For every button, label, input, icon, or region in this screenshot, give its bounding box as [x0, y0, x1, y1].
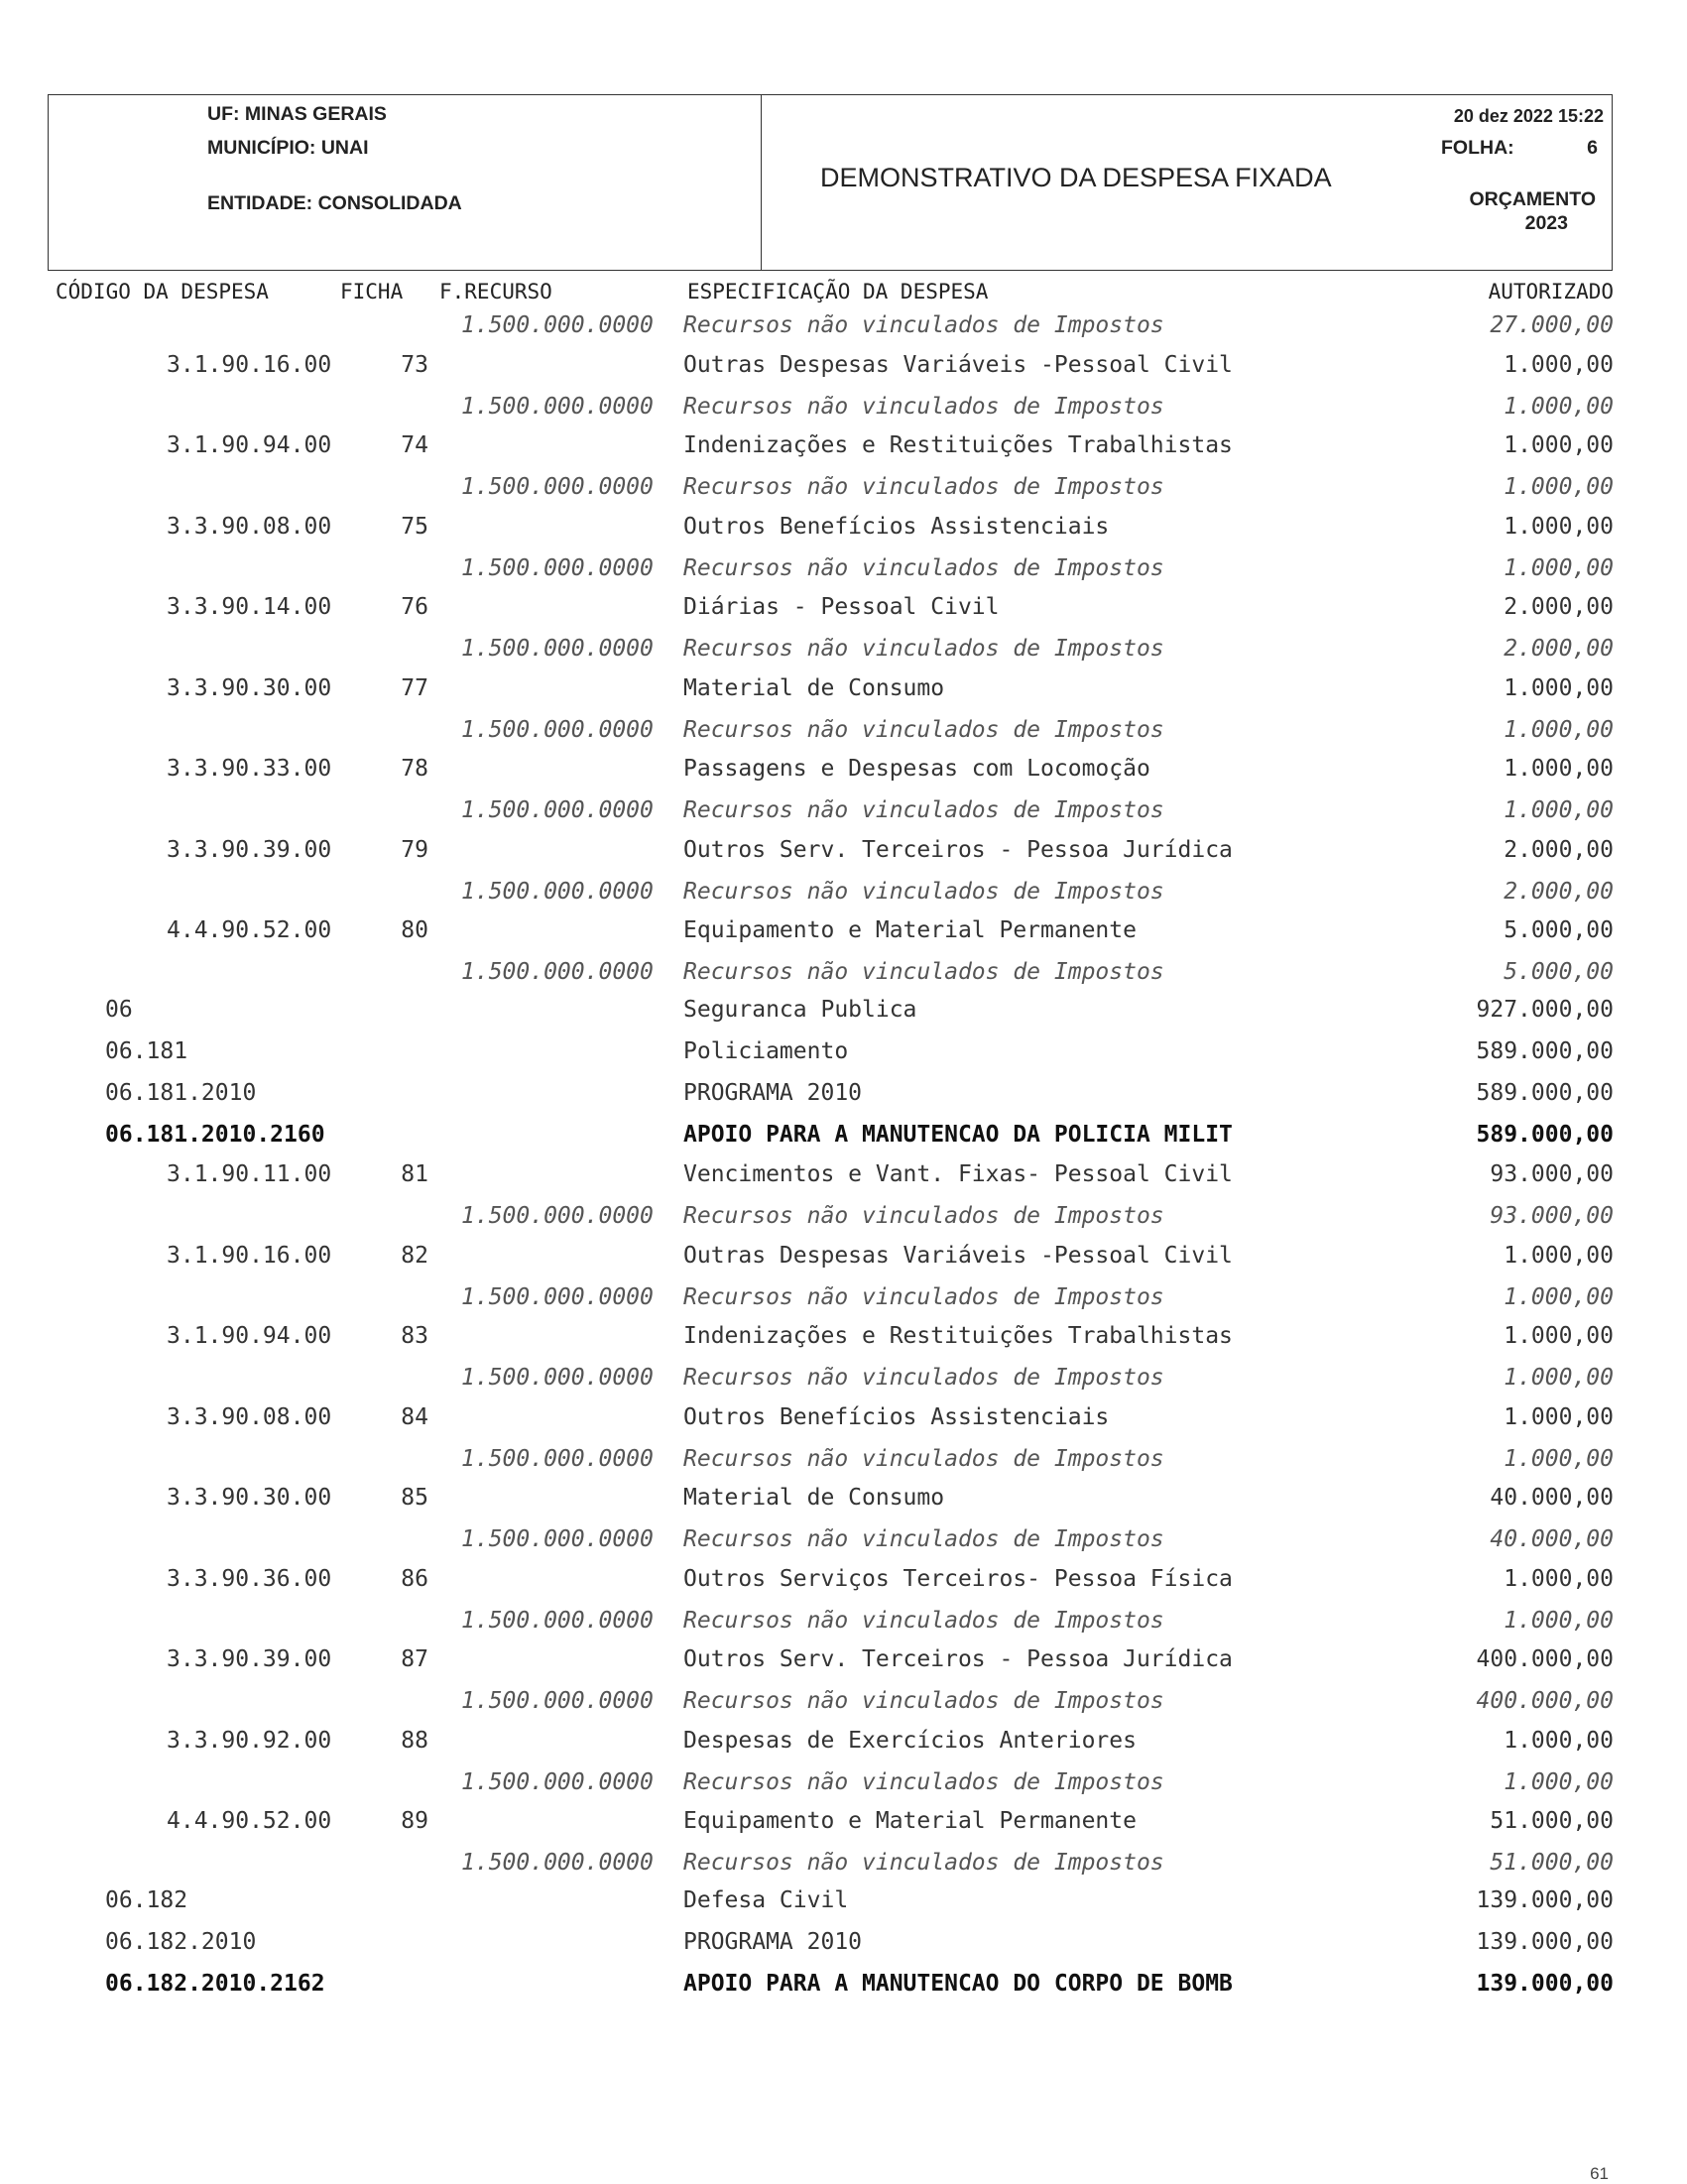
- cell-ficha: 89: [401, 1808, 428, 1834]
- cell-descricao: Outros Benefícios Assistenciais: [683, 513, 1110, 540]
- table-row: [0, 1524, 1687, 1554]
- table-row: [0, 512, 1687, 542]
- cell-descricao: Equipamento e Material Permanente: [683, 917, 1137, 943]
- cell-codigo: 06.181: [105, 1038, 188, 1064]
- cell-frecurso: 1.500.000.0000: [461, 1365, 654, 1391]
- table-row: [0, 795, 1687, 825]
- cell-valor: 589.000,00: [1476, 1080, 1614, 1106]
- cell-codigo: 3.1.90.16.00: [167, 1242, 332, 1269]
- table-row: [0, 310, 1687, 340]
- cell-valor: 400.000,00: [1476, 1688, 1614, 1714]
- table-row: [0, 1444, 1687, 1474]
- folha-value: 6: [1587, 137, 1598, 159]
- cell-descricao: PROGRAMA 2010: [683, 1080, 863, 1106]
- cell-valor: 51.000,00: [1490, 1808, 1614, 1834]
- cell-valor: 400.000,00: [1476, 1646, 1614, 1672]
- cell-frecurso: 1.500.000.0000: [461, 1526, 654, 1552]
- cell-valor: 1.000,00: [1504, 756, 1614, 782]
- cell-frecurso: 1.500.000.0000: [461, 1688, 654, 1714]
- municipio-label: MUNICÍPIO: UNAI: [207, 137, 369, 159]
- page-number: 61: [1590, 2164, 1609, 2183]
- cell-valor: 1.000,00: [1504, 1607, 1614, 1634]
- table-row: [0, 472, 1687, 502]
- table-row: [0, 1848, 1687, 1878]
- orcamento-year: 2023: [1524, 212, 1568, 234]
- cell-codigo: 3.3.90.14.00: [167, 594, 332, 620]
- cell-descricao: Recursos não vinculados de Impostos: [683, 1445, 1164, 1472]
- cell-ficha: 76: [401, 594, 428, 620]
- table-row: [0, 1282, 1687, 1312]
- cell-descricao: Material de Consumo: [683, 674, 945, 701]
- cell-valor: 139.000,00: [1476, 1971, 1614, 1997]
- table-row: [0, 1402, 1687, 1432]
- table-row: [0, 957, 1687, 987]
- entidade-label: ENTIDADE: CONSOLIDADA: [207, 192, 462, 214]
- cell-descricao: Recursos não vinculados de Impostos: [683, 1365, 1164, 1391]
- table-row: [0, 1321, 1687, 1351]
- table-row: [0, 1606, 1687, 1636]
- cell-codigo: 3.3.90.92.00: [167, 1727, 332, 1754]
- cell-descricao: APOIO PARA A MANUTENCAO DO CORPO DE BOMB: [683, 1971, 1233, 1997]
- table-row: [0, 1927, 1687, 1957]
- column-header-especificacao: ESPECIFICAÇÃO DA DESPESA: [687, 280, 989, 303]
- cell-valor: 2.000,00: [1504, 594, 1614, 620]
- cell-descricao: Outras Despesas Variáveis -Pessoal Civil: [683, 1242, 1233, 1269]
- cell-ficha: 73: [401, 351, 428, 378]
- cell-valor: 1.000,00: [1504, 1768, 1614, 1795]
- table-row: [0, 1363, 1687, 1393]
- table-row: [0, 1483, 1687, 1513]
- cell-valor: 1.000,00: [1504, 716, 1614, 743]
- cell-codigo: 06.182.2010: [105, 1929, 257, 1955]
- cell-descricao: Defesa Civil: [683, 1887, 849, 1913]
- column-header-frecurso: F.RECURSO: [439, 280, 552, 303]
- table-row: [0, 995, 1687, 1025]
- cell-codigo: 3.3.90.30.00: [167, 1485, 332, 1511]
- cell-valor: 51.000,00: [1490, 1850, 1614, 1876]
- cell-ficha: 75: [401, 513, 428, 540]
- cell-valor: 1.000,00: [1504, 1283, 1614, 1310]
- cell-valor: 1.000,00: [1504, 554, 1614, 581]
- cell-descricao: Recursos não vinculados de Impostos: [683, 554, 1164, 581]
- cell-codigo: 3.1.90.94.00: [167, 432, 332, 458]
- cell-ficha: 81: [401, 1161, 428, 1187]
- cell-codigo: 3.3.90.08.00: [167, 513, 332, 540]
- cell-descricao: Recursos não vinculados de Impostos: [683, 716, 1164, 743]
- table-row: [0, 877, 1687, 907]
- cell-valor: 1.000,00: [1504, 474, 1614, 500]
- cell-descricao: Equipamento e Material Permanente: [683, 1808, 1137, 1834]
- cell-valor: 40.000,00: [1490, 1485, 1614, 1511]
- cell-frecurso: 1.500.000.0000: [461, 636, 654, 662]
- cell-ficha: 82: [401, 1242, 428, 1269]
- cell-descricao: Recursos não vinculados de Impostos: [683, 1688, 1164, 1714]
- table-row: [0, 392, 1687, 422]
- cell-ficha: 85: [401, 1485, 428, 1511]
- cell-descricao: Outros Serv. Terceiros - Pessoa Jurídica: [683, 836, 1233, 863]
- cell-ficha: 87: [401, 1646, 428, 1672]
- cell-ficha: 77: [401, 674, 428, 701]
- table-row: [0, 915, 1687, 945]
- cell-descricao: Diárias - Pessoal Civil: [683, 594, 1000, 620]
- column-header-autorizado: AUTORIZADO: [1488, 280, 1614, 303]
- table-row: [0, 1078, 1687, 1108]
- cell-valor: 1.000,00: [1504, 351, 1614, 378]
- cell-codigo: 3.1.90.16.00: [167, 351, 332, 378]
- cell-codigo: 3.3.90.36.00: [167, 1565, 332, 1592]
- cell-valor: 1.000,00: [1504, 1727, 1614, 1754]
- cell-descricao: Recursos não vinculados de Impostos: [683, 1203, 1164, 1229]
- cell-frecurso: 1.500.000.0000: [461, 474, 654, 500]
- table-row: [0, 835, 1687, 865]
- cell-descricao: Recursos não vinculados de Impostos: [683, 393, 1164, 420]
- table-row: [0, 673, 1687, 703]
- cell-codigo: 06: [105, 997, 133, 1023]
- cell-descricao: Recursos não vinculados de Impostos: [683, 1850, 1164, 1876]
- table-row: [0, 1036, 1687, 1066]
- cell-valor: 1.000,00: [1504, 1365, 1614, 1391]
- cell-descricao: Policiamento: [683, 1038, 849, 1064]
- cell-frecurso: 1.500.000.0000: [461, 554, 654, 581]
- cell-codigo: 06.182: [105, 1887, 188, 1913]
- cell-descricao: Passagens e Despesas com Locomoção: [683, 756, 1150, 782]
- table-row: [0, 1885, 1687, 1915]
- cell-descricao: Vencimentos e Vant. Fixas- Pessoal Civil: [683, 1161, 1233, 1187]
- cell-frecurso: 1.500.000.0000: [461, 393, 654, 420]
- table-row: [0, 1969, 1687, 1999]
- cell-descricao: Recursos não vinculados de Impostos: [683, 474, 1164, 500]
- cell-descricao: Outros Serv. Terceiros - Pessoa Jurídica: [683, 1646, 1233, 1672]
- table-row: [0, 350, 1687, 380]
- cell-valor: 93.000,00: [1490, 1203, 1614, 1229]
- cell-codigo: 06.181.2010: [105, 1080, 257, 1106]
- table-row: [0, 430, 1687, 460]
- cell-ficha: 88: [401, 1727, 428, 1754]
- cell-valor: 93.000,00: [1490, 1161, 1614, 1187]
- table-row: [0, 1767, 1687, 1797]
- table-row: [0, 634, 1687, 664]
- uf-label: UF: MINAS GERAIS: [207, 103, 387, 125]
- table-row: [0, 1120, 1687, 1150]
- header-divider: [761, 95, 762, 270]
- cell-valor: 27.000,00: [1490, 312, 1614, 338]
- cell-valor: 2.000,00: [1504, 878, 1614, 905]
- table-row: [0, 592, 1687, 622]
- cell-codigo: 3.3.90.08.00: [167, 1403, 332, 1430]
- table-row: [0, 1726, 1687, 1756]
- cell-valor: 1.000,00: [1504, 1323, 1614, 1349]
- table-row: [0, 1241, 1687, 1271]
- cell-frecurso: 1.500.000.0000: [461, 716, 654, 743]
- cell-frecurso: 1.500.000.0000: [461, 312, 654, 338]
- cell-descricao: Recursos não vinculados de Impostos: [683, 1607, 1164, 1634]
- cell-valor: 1.000,00: [1504, 1242, 1614, 1269]
- cell-codigo: 3.1.90.94.00: [167, 1323, 332, 1349]
- report-header: [48, 94, 1613, 271]
- cell-descricao: Outros Serviços Terceiros- Pessoa Física: [683, 1565, 1233, 1592]
- cell-ficha: 74: [401, 432, 428, 458]
- cell-descricao: Recursos não vinculados de Impostos: [683, 797, 1164, 823]
- cell-valor: 2.000,00: [1504, 836, 1614, 863]
- cell-descricao: Indenizações e Restituições Trabalhistas: [683, 1323, 1233, 1349]
- cell-ficha: 86: [401, 1565, 428, 1592]
- cell-valor: 1.000,00: [1504, 674, 1614, 701]
- cell-valor: 1.000,00: [1504, 432, 1614, 458]
- cell-valor: 2.000,00: [1504, 636, 1614, 662]
- cell-descricao: Recursos não vinculados de Impostos: [683, 878, 1164, 905]
- cell-codigo: 3.3.90.30.00: [167, 674, 332, 701]
- table-row: [0, 1159, 1687, 1189]
- cell-descricao: Material de Consumo: [683, 1485, 945, 1511]
- cell-frecurso: 1.500.000.0000: [461, 959, 654, 985]
- cell-valor: 139.000,00: [1476, 1929, 1614, 1955]
- report-datetime: 20 dez 2022 15:22: [1453, 106, 1604, 126]
- column-header-codigo: CÓDIGO DA DESPESA: [56, 280, 269, 303]
- cell-codigo: 3.1.90.11.00: [167, 1161, 332, 1187]
- table-row: [0, 1686, 1687, 1716]
- cell-codigo: 3.3.90.39.00: [167, 836, 332, 863]
- cell-descricao: Seguranca Publica: [683, 997, 917, 1023]
- cell-valor: 589.000,00: [1476, 1038, 1614, 1064]
- cell-valor: 1.000,00: [1504, 1565, 1614, 1592]
- cell-valor: 1.000,00: [1504, 797, 1614, 823]
- report-title: DEMONSTRATIVO DA DESPESA FIXADA: [820, 163, 1332, 192]
- column-header-ficha: FICHA: [340, 280, 404, 303]
- cell-codigo: 4.4.90.52.00: [167, 1808, 332, 1834]
- cell-descricao: Recursos não vinculados de Impostos: [683, 636, 1164, 662]
- cell-valor: 139.000,00: [1476, 1887, 1614, 1913]
- cell-valor: 589.000,00: [1476, 1122, 1614, 1148]
- cell-valor: 1.000,00: [1504, 1445, 1614, 1472]
- cell-descricao: Indenizações e Restituições Trabalhistas: [683, 432, 1233, 458]
- cell-descricao: APOIO PARA A MANUTENCAO DA POLICIA MILIT: [683, 1122, 1233, 1148]
- cell-ficha: 78: [401, 756, 428, 782]
- cell-frecurso: 1.500.000.0000: [461, 1768, 654, 1795]
- cell-codigo: 06.181.2010.2160: [105, 1122, 325, 1148]
- cell-codigo: 3.3.90.39.00: [167, 1646, 332, 1672]
- table-row: [0, 1201, 1687, 1231]
- cell-ficha: 83: [401, 1323, 428, 1349]
- cell-descricao: Outros Benefícios Assistenciais: [683, 1403, 1110, 1430]
- cell-valor: 1.000,00: [1504, 393, 1614, 420]
- cell-valor: 5.000,00: [1504, 917, 1614, 943]
- cell-frecurso: 1.500.000.0000: [461, 1445, 654, 1472]
- folha-label: FOLHA:: [1441, 137, 1514, 159]
- cell-valor: 1.000,00: [1504, 1403, 1614, 1430]
- table-row: [0, 1644, 1687, 1674]
- cell-descricao: Recursos não vinculados de Impostos: [683, 312, 1164, 338]
- cell-ficha: 79: [401, 836, 428, 863]
- table-row: [0, 1806, 1687, 1836]
- cell-descricao: Recursos não vinculados de Impostos: [683, 1526, 1164, 1552]
- cell-descricao: Recursos não vinculados de Impostos: [683, 959, 1164, 985]
- cell-ficha: 84: [401, 1403, 428, 1430]
- cell-descricao: Despesas de Exercícios Anteriores: [683, 1727, 1137, 1754]
- cell-ficha: 80: [401, 917, 428, 943]
- cell-descricao: Outras Despesas Variáveis -Pessoal Civil: [683, 351, 1233, 378]
- cell-descricao: Recursos não vinculados de Impostos: [683, 1283, 1164, 1310]
- cell-codigo: 3.3.90.33.00: [167, 756, 332, 782]
- cell-descricao: Recursos não vinculados de Impostos: [683, 1768, 1164, 1795]
- table-row: [0, 1564, 1687, 1594]
- table-row: [0, 715, 1687, 745]
- cell-frecurso: 1.500.000.0000: [461, 797, 654, 823]
- cell-codigo: 06.182.2010.2162: [105, 1971, 325, 1997]
- cell-frecurso: 1.500.000.0000: [461, 1607, 654, 1634]
- cell-valor: 1.000,00: [1504, 513, 1614, 540]
- cell-frecurso: 1.500.000.0000: [461, 1283, 654, 1310]
- table-row: [0, 553, 1687, 583]
- cell-valor: 5.000,00: [1504, 959, 1614, 985]
- cell-valor: 40.000,00: [1490, 1526, 1614, 1552]
- cell-descricao: PROGRAMA 2010: [683, 1929, 863, 1955]
- orcamento-label: ORÇAMENTO: [1469, 188, 1596, 210]
- cell-frecurso: 1.500.000.0000: [461, 878, 654, 905]
- cell-valor: 927.000,00: [1476, 997, 1614, 1023]
- cell-codigo: 4.4.90.52.00: [167, 917, 332, 943]
- table-row: [0, 754, 1687, 784]
- cell-frecurso: 1.500.000.0000: [461, 1203, 654, 1229]
- cell-frecurso: 1.500.000.0000: [461, 1850, 654, 1876]
